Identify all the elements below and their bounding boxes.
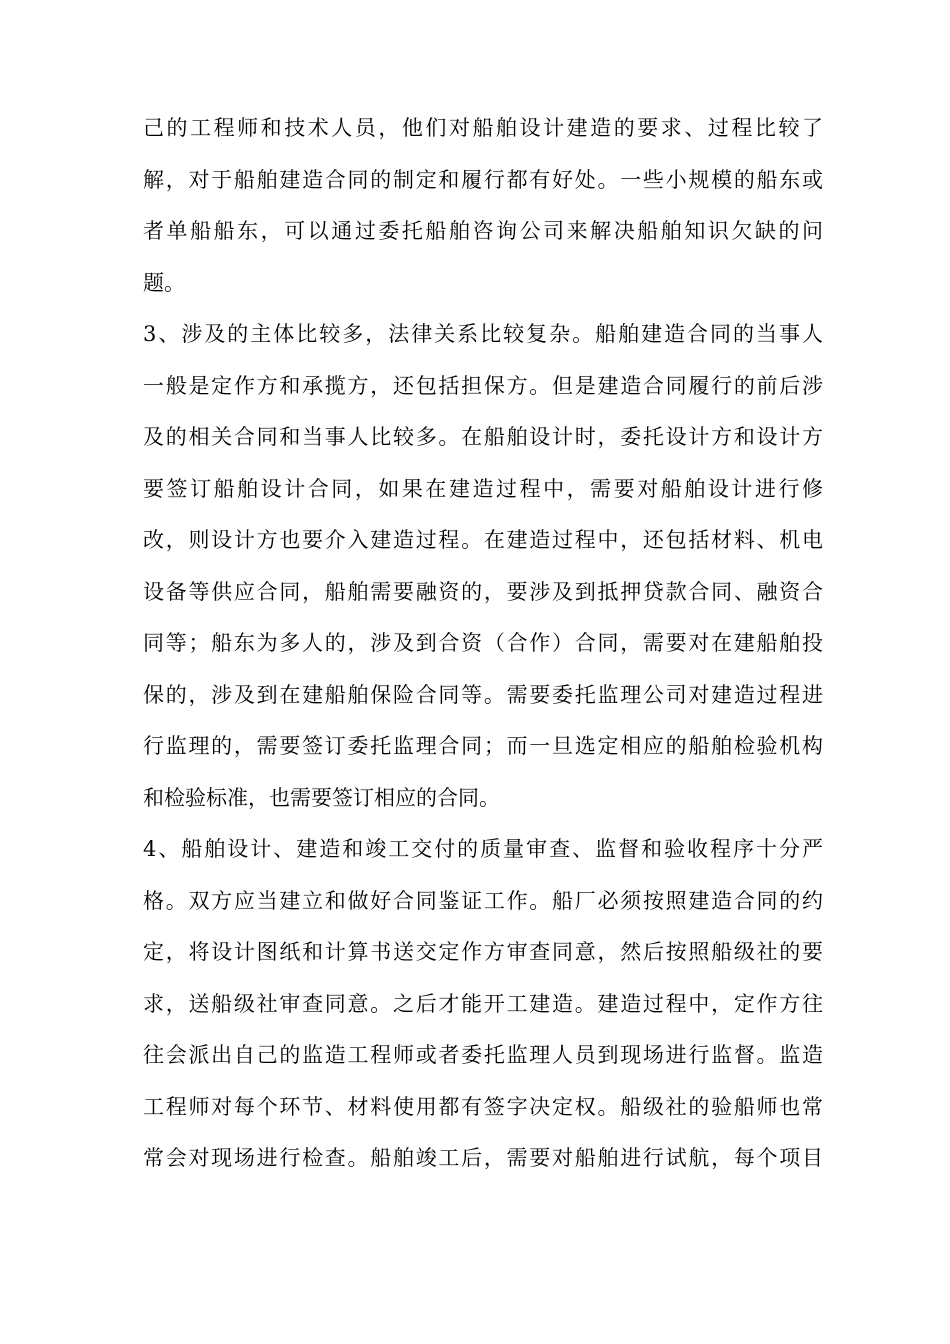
body-text — [143, 103, 823, 1185]
text-line: 3、涉及的主体比较多，法律关系比较复杂。船舶建造合同的当事人 — [143, 322, 823, 346]
text-line: 改，则设计方也要介入建造过程。在建造过程中，还包括材料、机电 — [143, 528, 823, 552]
text-line: 常会对现场进行检查。船舶竣工后，需要对船舶进行试航，每个项目 — [143, 1146, 823, 1170]
text-line: 和检验标准，也需要签订相应的合同。 — [143, 785, 500, 810]
text-line: 题。 — [143, 270, 185, 295]
paragraph-2 — [143, 309, 823, 824]
text-line: 解，对于船舶建造合同的制定和履行都有好处。一些小规模的船东或 — [143, 167, 823, 192]
text-line: 工程师对每个环节、材料使用都有签字决定权。船级社的验船师也常 — [143, 1094, 823, 1119]
text-line: 己的工程师和技术人员，他们对船舶设计建造的要求、过程比较了 — [143, 116, 823, 140]
text-line: 往会派出自己的监造工程师或者委托监理人员到现场进行监督。监造 — [143, 1043, 823, 1067]
text-line: 同等；船东为多人的，涉及到合资（合作）合同，需要对在建船舶投 — [143, 631, 823, 655]
text-line: 格。双方应当建立和做好合同鉴证工作。船厂必须按照建造合同的约 — [143, 888, 823, 913]
text-line: 4、船舶设计、建造和竣工交付的质量审查、监督和验收程序十分严 — [143, 837, 823, 861]
text-line: 要签订船舶设计合同，如果在建造过程中，需要对船舶设计进行修 — [143, 476, 823, 501]
text-line: 保的，涉及到在建船舶保险合同等。需要委托监理公司对建造过程进 — [143, 682, 823, 707]
paragraph-3 — [143, 824, 823, 1185]
text-line: 设备等供应合同，船舶需要融资的，要涉及到抵押贷款合同、融资合 — [143, 579, 823, 604]
text-line: 行监理的，需要签订委托监理合同；而一旦选定相应的船舶检验机构 — [143, 734, 823, 758]
text-line: 者单船船东，可以通过委托船舶咨询公司来解决船舶知识欠缺的问 — [143, 219, 823, 243]
text-line: 定，将设计图纸和计算书送交定作方审查同意，然后按照船级社的要 — [143, 940, 823, 964]
text-line: 一般是定作方和承揽方，还包括担保方。但是建造合同履行的前后涉 — [143, 373, 823, 398]
text-line: 求，送船级社审查同意。之后才能开工建造。建造过程中，定作方往 — [143, 991, 823, 1016]
text-line: 及的相关合同和当事人比较多。在船舶设计时，委托设计方和设计方 — [143, 425, 823, 449]
paragraph-1 — [143, 103, 823, 309]
